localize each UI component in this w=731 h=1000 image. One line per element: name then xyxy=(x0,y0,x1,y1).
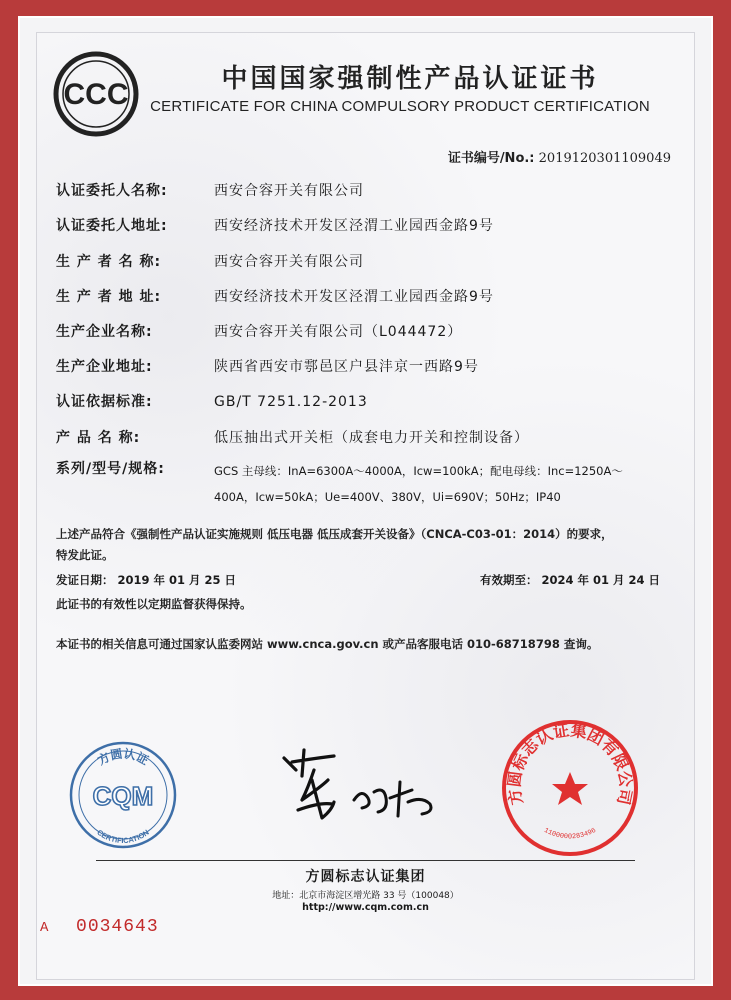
company-seal xyxy=(500,718,640,858)
ccc-logo-text: CCC xyxy=(63,78,129,111)
ccc-logo xyxy=(52,50,140,138)
field-value: 西安合容开关有限公司 xyxy=(214,254,364,270)
issue-date: 发证日期： 2019 年 01 月 25 日 xyxy=(56,573,237,587)
cqm-logo xyxy=(68,740,178,850)
field-value: 西安经济技术开发区泾渭工业园西金路9号 xyxy=(214,218,494,234)
certificate-number xyxy=(448,147,671,166)
cqm-main-text: CQM xyxy=(92,781,154,811)
field-value: 西安经济技术开发区泾渭工业园西金路9号 xyxy=(214,289,494,305)
field-label: 认证依据标准: xyxy=(56,394,153,410)
field-value: 西安合容开关有限公司 xyxy=(214,183,364,199)
cqm-top-text: 方圆认证 xyxy=(95,746,151,768)
title-english: CERTIFICATE FOR CHINA COMPULSORY PRODUCT CERTIFICATION xyxy=(150,98,650,115)
serial-value: 0034643 xyxy=(76,917,159,937)
field-label: 生 产 者 地 址: xyxy=(56,289,162,305)
svg-text:1100000283496 xyxy=(542,827,597,841)
organization-name: 方圆标志认证集团 xyxy=(305,869,426,885)
statement-line-2: 特发此证。 xyxy=(56,548,114,562)
serial-prefix: A xyxy=(40,920,49,936)
statement-line-1: 上述产品符合《强制性产品认证实施规则 低压电器 低压成套开关设备》（CNCA-C03-01：2014）的要求， xyxy=(56,527,613,541)
seal-text: 方圆标志认证集团有限公司 xyxy=(504,720,636,807)
organization-address: 地址：北京市海淀区增光路 33 号（100048） xyxy=(272,891,459,901)
info-statement: 本证书的相关信息可通过国家认监委网站 www.cnca.gov.cn 或产品客服电话 010-68718798 查询。 xyxy=(56,637,599,651)
field-value: GB/T 7251.12-2013 xyxy=(214,394,368,410)
footer-divider xyxy=(96,860,635,861)
field-value: 低压抽出式开关柜（成套电力开关和控制设备） xyxy=(214,430,529,446)
expire-date: 有效期至： 2024 年 01 月 24 日 xyxy=(479,573,660,587)
certificate-number-label: 证书编号/No.: xyxy=(447,151,535,166)
field-label: 认证委托人地址: xyxy=(56,218,168,234)
certificate-number-value: 2019120301109049 xyxy=(538,151,671,166)
title-chinese: 中国国家强制性产品认证证书 xyxy=(221,64,599,94)
field-value-continued: 400A，Icw=50kA；Ue=400V、380V，Ui=690V；50Hz；IP40 xyxy=(214,490,561,504)
field-label: 生产企业地址: xyxy=(56,359,153,375)
field-value: 陕西省西安市鄠邑区户县沣京一西路9号 xyxy=(214,359,479,375)
serial-number xyxy=(40,917,159,937)
validity-statement: 此证书的有效性以定期监督获得保持。 xyxy=(56,597,252,611)
seal-star-icon xyxy=(552,772,588,805)
field-value: GCS 主母线：InA=6300A～4000A，Icw=100kA；配电母线：Inc=1250A～ xyxy=(214,464,623,478)
seal-number: 1100000283496 xyxy=(542,826,598,842)
organization-website: http://www.cqm.com.cn xyxy=(302,902,429,913)
svg-text:方圆认证 xyxy=(95,746,151,768)
field-label: 生产企业名称: xyxy=(56,324,153,340)
field-label: 产 品 名 称: xyxy=(56,430,141,446)
signature-image xyxy=(262,740,452,830)
field-label: 认证委托人名称: xyxy=(56,183,168,199)
cqm-bottom-text: CERTIFICATION xyxy=(95,827,151,846)
field-value: 西安合容开关有限公司（L044472） xyxy=(214,324,463,340)
field-label: 系列/型号/规格: xyxy=(56,461,165,477)
field-label: 生 产 者 名 称: xyxy=(56,254,162,270)
